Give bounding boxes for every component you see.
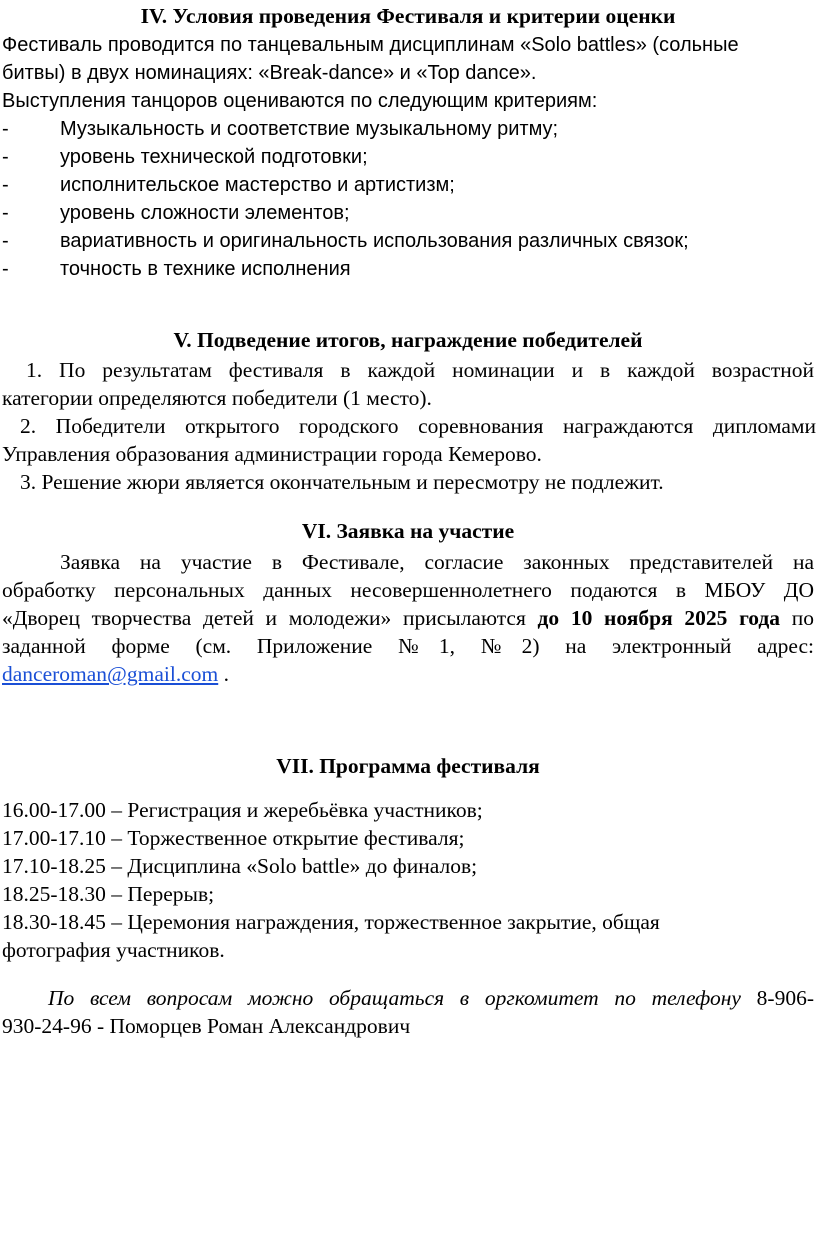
s5-item-2-line-2: Управления образования администрации города Кемерово. [2,442,542,466]
email-link[interactable]: danceroman@gmail.com [2,662,219,686]
dash: - [2,202,9,224]
contact-phone-part-1: 8-906- [740,986,814,1010]
schedule-item: 17.10-18.25 – Дисциплина «Solo battle» до финалов; [2,854,478,878]
s4-paragraph-2: Выступления танцоров оцениваются по следующим критериям: [2,90,598,112]
s4-paragraph-1-line-2: битвы) в двух номинациях: «Break-dance» и «Top dance». [2,62,537,84]
deadline-date: до 10 ноября 2025 года [537,606,781,630]
s6-line-5 [2,660,229,688]
section-4-heading: IV. Условия проведения Фестиваля и критерии оценки [140,4,676,28]
dash: - [2,146,9,168]
s6-line-2: обработку персональных данных несовершеннолетнего подаются в МБОУ ДО [2,578,814,602]
contact-line-1 [48,984,814,1012]
s6-line-5-end: . [218,662,229,686]
schedule-item: 18.25-18.30 – Перерыв; [2,882,215,906]
s4-paragraph-1-line-1: Фестиваль проводится по танцевальным дисциплинам «Solo battles» (сольные [2,34,739,56]
s5-item-1-line-1: 1. По результатам фестиваля в каждой номинации и в каждой возрастной [26,358,814,382]
schedule-item: 18.30-18.45 – Церемония награждения, торжественное закрытие, общая [2,910,660,934]
s6-line-1: Заявка на участие в Фестивале, согласие законных представителей на [60,550,814,574]
section-7-heading-text: VII. Программа фестиваля [276,754,540,778]
s6-line-3 [2,604,814,632]
criteria-text: вариативность и оригинальность использования различных связок; [60,230,689,252]
s6-line-3-end: по [780,606,815,630]
criteria-text: точность в технике исполнения [60,258,351,280]
criteria-text: исполнительское мастерство и артистизм; [60,174,455,196]
s6-line-4: заданной форме (см. Приложение №1, №2) на электронный адрес: [2,634,814,658]
dash: - [2,174,9,196]
s5-item-1-line-2: категории определяются победители (1 место). [2,386,432,410]
section-6-heading: VI. Заявка на участие [301,519,515,543]
s6-line-3-text: «Дворец творчества детей и молодежи» присылаются [2,606,538,630]
criteria-text: уровень сложности элементов; [60,202,350,224]
dash: - [2,230,9,252]
schedule-item: 17.00-17.10 – Торжественное открытие фестиваля; [2,826,465,850]
dash: - [2,258,9,280]
s5-item-3: 3. Решение жюри является окончательным и пересмотру не подлежит. [20,470,664,494]
schedule-item: 16.00-17.00 – Регистрация и жеребьёвка участников; [2,798,483,822]
schedule-item: фотография участников. [2,938,225,962]
criteria-text: уровень технической подготовки; [60,146,368,168]
s5-item-2-line-1: 2. Победители открытого городского соревнования награждаются дипломами [20,414,816,438]
dash: - [2,118,9,140]
criteria-text: Музыкальность и соответствие музыкальному ритму; [60,118,559,140]
contact-text: По всем вопросам можно обращаться в оргкомитет по телефону [48,986,741,1010]
contact-line-2: 930-24-96 - Поморцев Роман Александрович [2,1014,411,1038]
section-7-heading [0,752,816,781]
section-5-heading: V. Подведение итогов, награждение победителей [173,328,643,352]
